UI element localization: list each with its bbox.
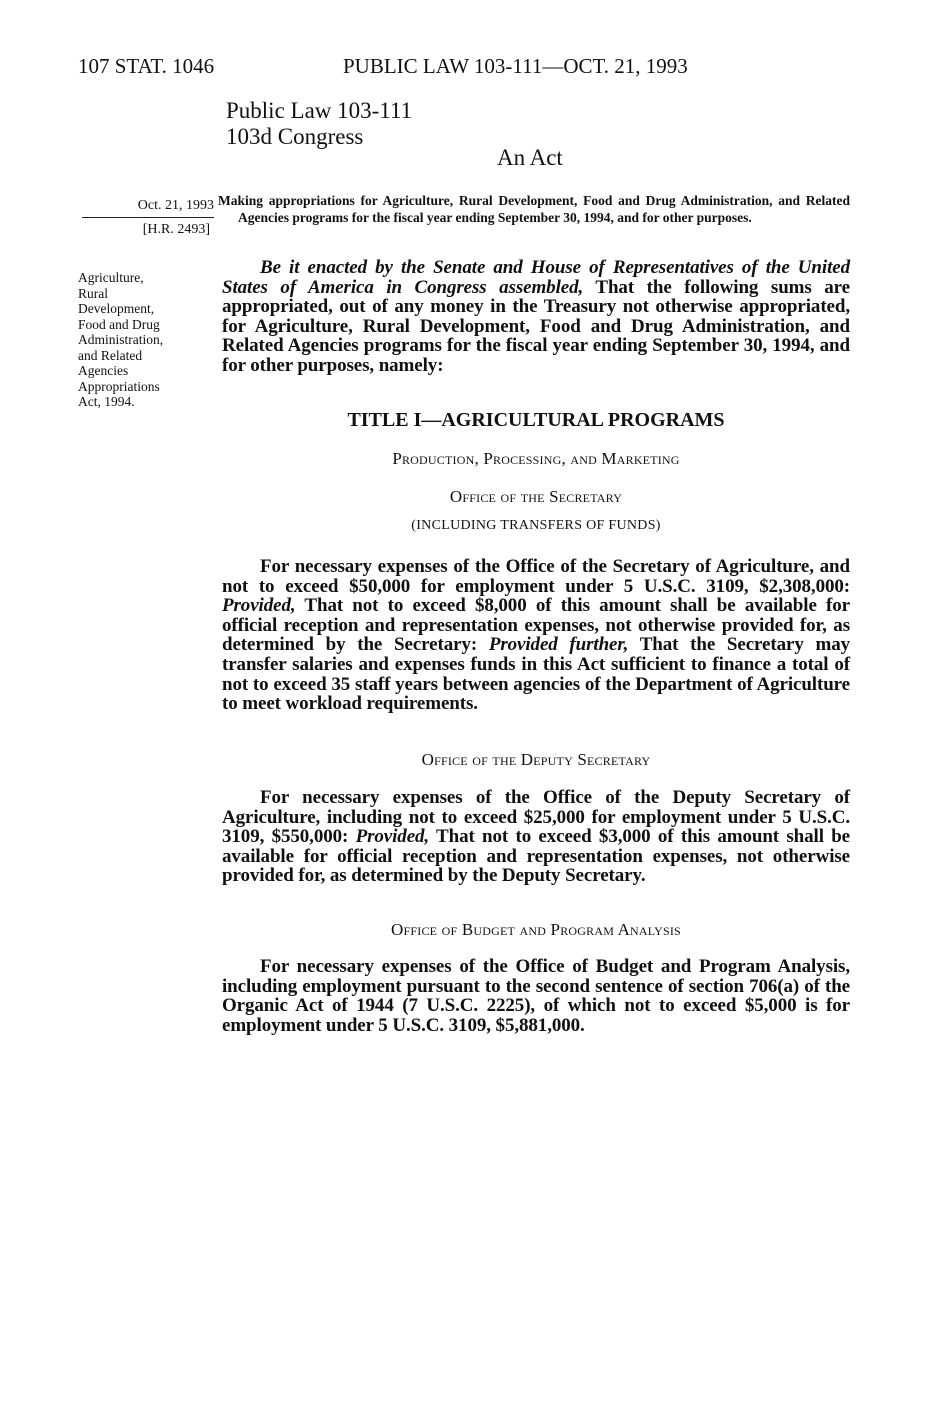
margin-note-line: Rural <box>78 285 108 301</box>
enacting-clause-text: That the following sums are appropriated, out of any money in the Treasury not otherwise appropriated, for Agriculture, Rural Development, Food and Drug Administration, and Related Agencies programs for the fiscal year ending September 30, 1994, and for other purposes, namely: <box>222 276 850 376</box>
heading-including-transfers: (INCLUDING TRANSFERS OF FUNDS) <box>411 518 661 533</box>
paragraph-text: For necessary expenses of the Office of the Deputy Secretary of Agriculture, including not to exceed $25,000 for employment under 5 U.S.C. 3109, $550,000: <box>222 787 850 848</box>
paragraph-deputy-secretary <box>222 788 850 886</box>
paragraph-text: For necessary expenses of the Office of the Secretary of Agriculture, and not to exceed $50,000 for employment under 5 U.S.C. 3109, $2,308,000: <box>222 556 850 597</box>
proviso-label: Provided further, <box>488 634 629 656</box>
paragraph-text: That not to exceed $3,000 of this amount shall be available for official reception and representation expenses, not otherwise provided for, as determined by the Deputy Secretary. <box>222 826 850 887</box>
public-law-number: Public Law 103-111 <box>226 98 413 123</box>
proviso-label: Provided, <box>355 826 430 848</box>
heading-office-of-the-secretary: Office of the Secretary <box>449 487 623 506</box>
running-law-citation: PUBLIC LAW 103-111—OCT. 21, 1993 <box>343 54 688 78</box>
margin-note-line: Food and Drug <box>78 316 160 332</box>
margin-note-line: and Related <box>78 347 143 363</box>
running-head <box>78 54 738 79</box>
paragraph-office-of-secretary <box>222 557 850 714</box>
margin-note-line: Development, <box>78 301 155 316</box>
paragraph-budget-program-analysis: For necessary expenses of the Office of Budget and Program Analysis, including employment pursuant to the second sentence of section 706(a) of the Organic Act of 1944 (7 U.S.C. 2225), of which not to exceed $5,000 is for employment under 5 U.S.C. 3109, $5,881,000. <box>222 956 850 1036</box>
purpose-text: Making appropriations for Agriculture, Rural Development, Food and Drug Administration, and Related Agencies programs for the fiscal year ending September 30, 1994, and for other purposes. <box>218 193 850 225</box>
title-heading: TITLE I—AGRICULTURAL PROGRAMS <box>347 409 725 431</box>
margin-note-line: Act, 1994. <box>78 394 135 409</box>
margin-note-line: Agriculture, <box>78 270 144 285</box>
margin-note-line: Administration, <box>78 332 164 347</box>
heading-office-of-deputy-secretary: Office of the Deputy Secretary <box>421 750 651 769</box>
an-act-heading: An Act <box>497 145 563 170</box>
heading-production-processing-marketing: Production, Processing, and Marketing <box>392 449 680 468</box>
proviso-label: Provided, <box>222 595 296 617</box>
margin-short-title-note <box>78 270 218 410</box>
margin-date-block <box>82 197 214 239</box>
paragraph-text: That not to exceed $8,000 of this amount shall be available for official reception and representation expenses, not otherwise provided for, as determined by the Secretary: <box>222 595 850 656</box>
enacting-clause <box>222 258 850 376</box>
margin-note-line: Appropriations <box>78 378 160 394</box>
bill-number: [H.R. 2493] <box>142 222 210 237</box>
margin-note-line: Agencies <box>78 363 129 378</box>
paragraph-text: That the Secretary may transfer salaries and expenses funds in this Act sufficient to finance a total of not to exceed 35 staff years between agencies of the Department of Agriculture to meet workload requirements. <box>222 634 851 715</box>
law-title <box>226 98 412 150</box>
heading-office-of-budget-program-analysis: Office of Budget and Program Analysis <box>391 920 681 939</box>
enacting-clause-italic: Be it enacted by the Senate and House of Representatives of the United States of America in Congress assembled, <box>222 257 850 298</box>
purpose-clause <box>218 192 850 226</box>
congress-number: 103d Congress <box>226 124 364 149</box>
enactment-date: Oct. 21, 1993 <box>82 197 214 218</box>
stat-page-number: 107 STAT. 1046 <box>78 54 215 78</box>
